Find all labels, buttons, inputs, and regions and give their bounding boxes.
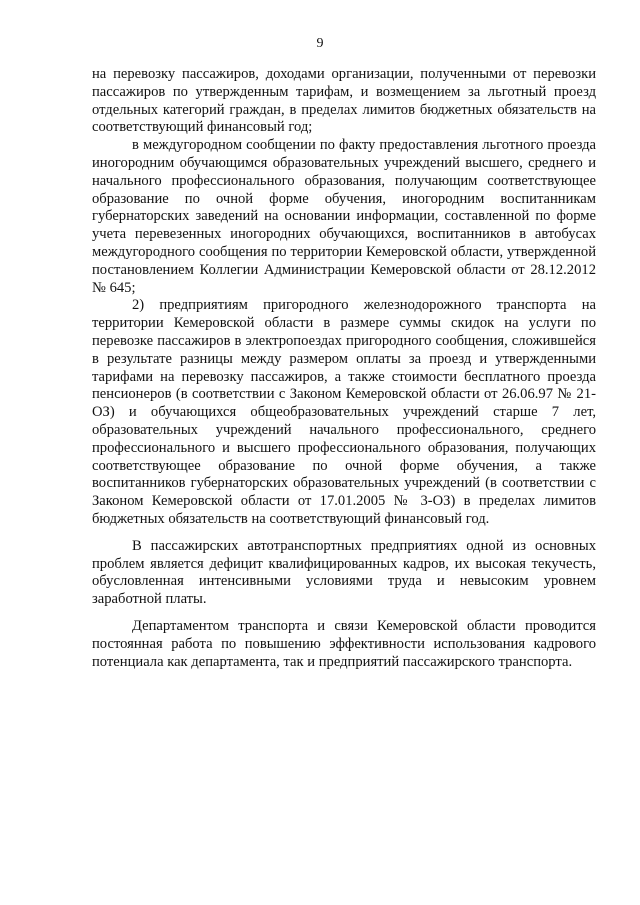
paragraph-continuation: на перевозку пассажиров, доходами организации, полученными от перевозки пассажиров по утвержденным тарифам, и возмещением за льготный проезд отдельных категорий граждан, в пределах лимитов бюджетных обязательств на соответствующий финансовый год; [92,66,596,136]
page-number: 9 [316,36,324,51]
paragraph-department-work: Департаментом транспорта и связи Кемеровской области проводится постоянная работа по повышению эффективности использования кадрового потенциала как департамента, так и предприятий пассажирского транспорта. [92,617,596,670]
document-body [92,66,596,671]
paragraph-intercity-transport: в междугородном сообщении по факту предоставления льготного проезда иногородним обучающимся образовательных учреждений высшего, среднего и начального профессионального образования, получающим соответствующее образование по очной форме обучения, иногородним воспитанникам губернаторских заведений на основании информации, составленной по форме учета перевезенных иногородних обучающихся, воспитанников в автобусах междугородного сообщения по территории Кемеровской области, утвержденной постановлением Коллегии Администрации Кемеровской области от 28.12.2012 № 645; [92,137,596,296]
paragraph-suburban-railway: 2) предприятиям пригородного железнодорожного транспорта на территории Кемеровской области в размере суммы скидок на услуги по перевозке пассажиров в электропоездах пригородного сообщения, сложившейся в результате разницы между размером оплаты за проезд и утвержденными тарифами на перевозку пассажиров, а также стоимости бесплатного проезда пенсионеров (в соответствии с Законом Кемеровской области от 26.06.97 № 21-ОЗ) и обучающихся общеобразовательных учреждений старше 7 лет, образовательных учреждений начального профессионального, среднего профессионального и высшего профессионального образования, получающих соответствующее образование по очной форме обучения, а также воспитанников губернаторских образовательных учреждений (в соответствии с Законом Кемеровской области от 17.01.2005 № 3-ОЗ) в пределах лимитов бюджетных обязательств на соответствующий финансовый год. [92,297,596,527]
paragraph-staff-shortage: В пассажирских автотранспортных предприятиях одной из основных проблем является дефицит квалифицированных кадров, их высокая текучесть, обусловленная интенсивными условиями труда и невысоким уровнем заработной платы. [92,537,596,608]
